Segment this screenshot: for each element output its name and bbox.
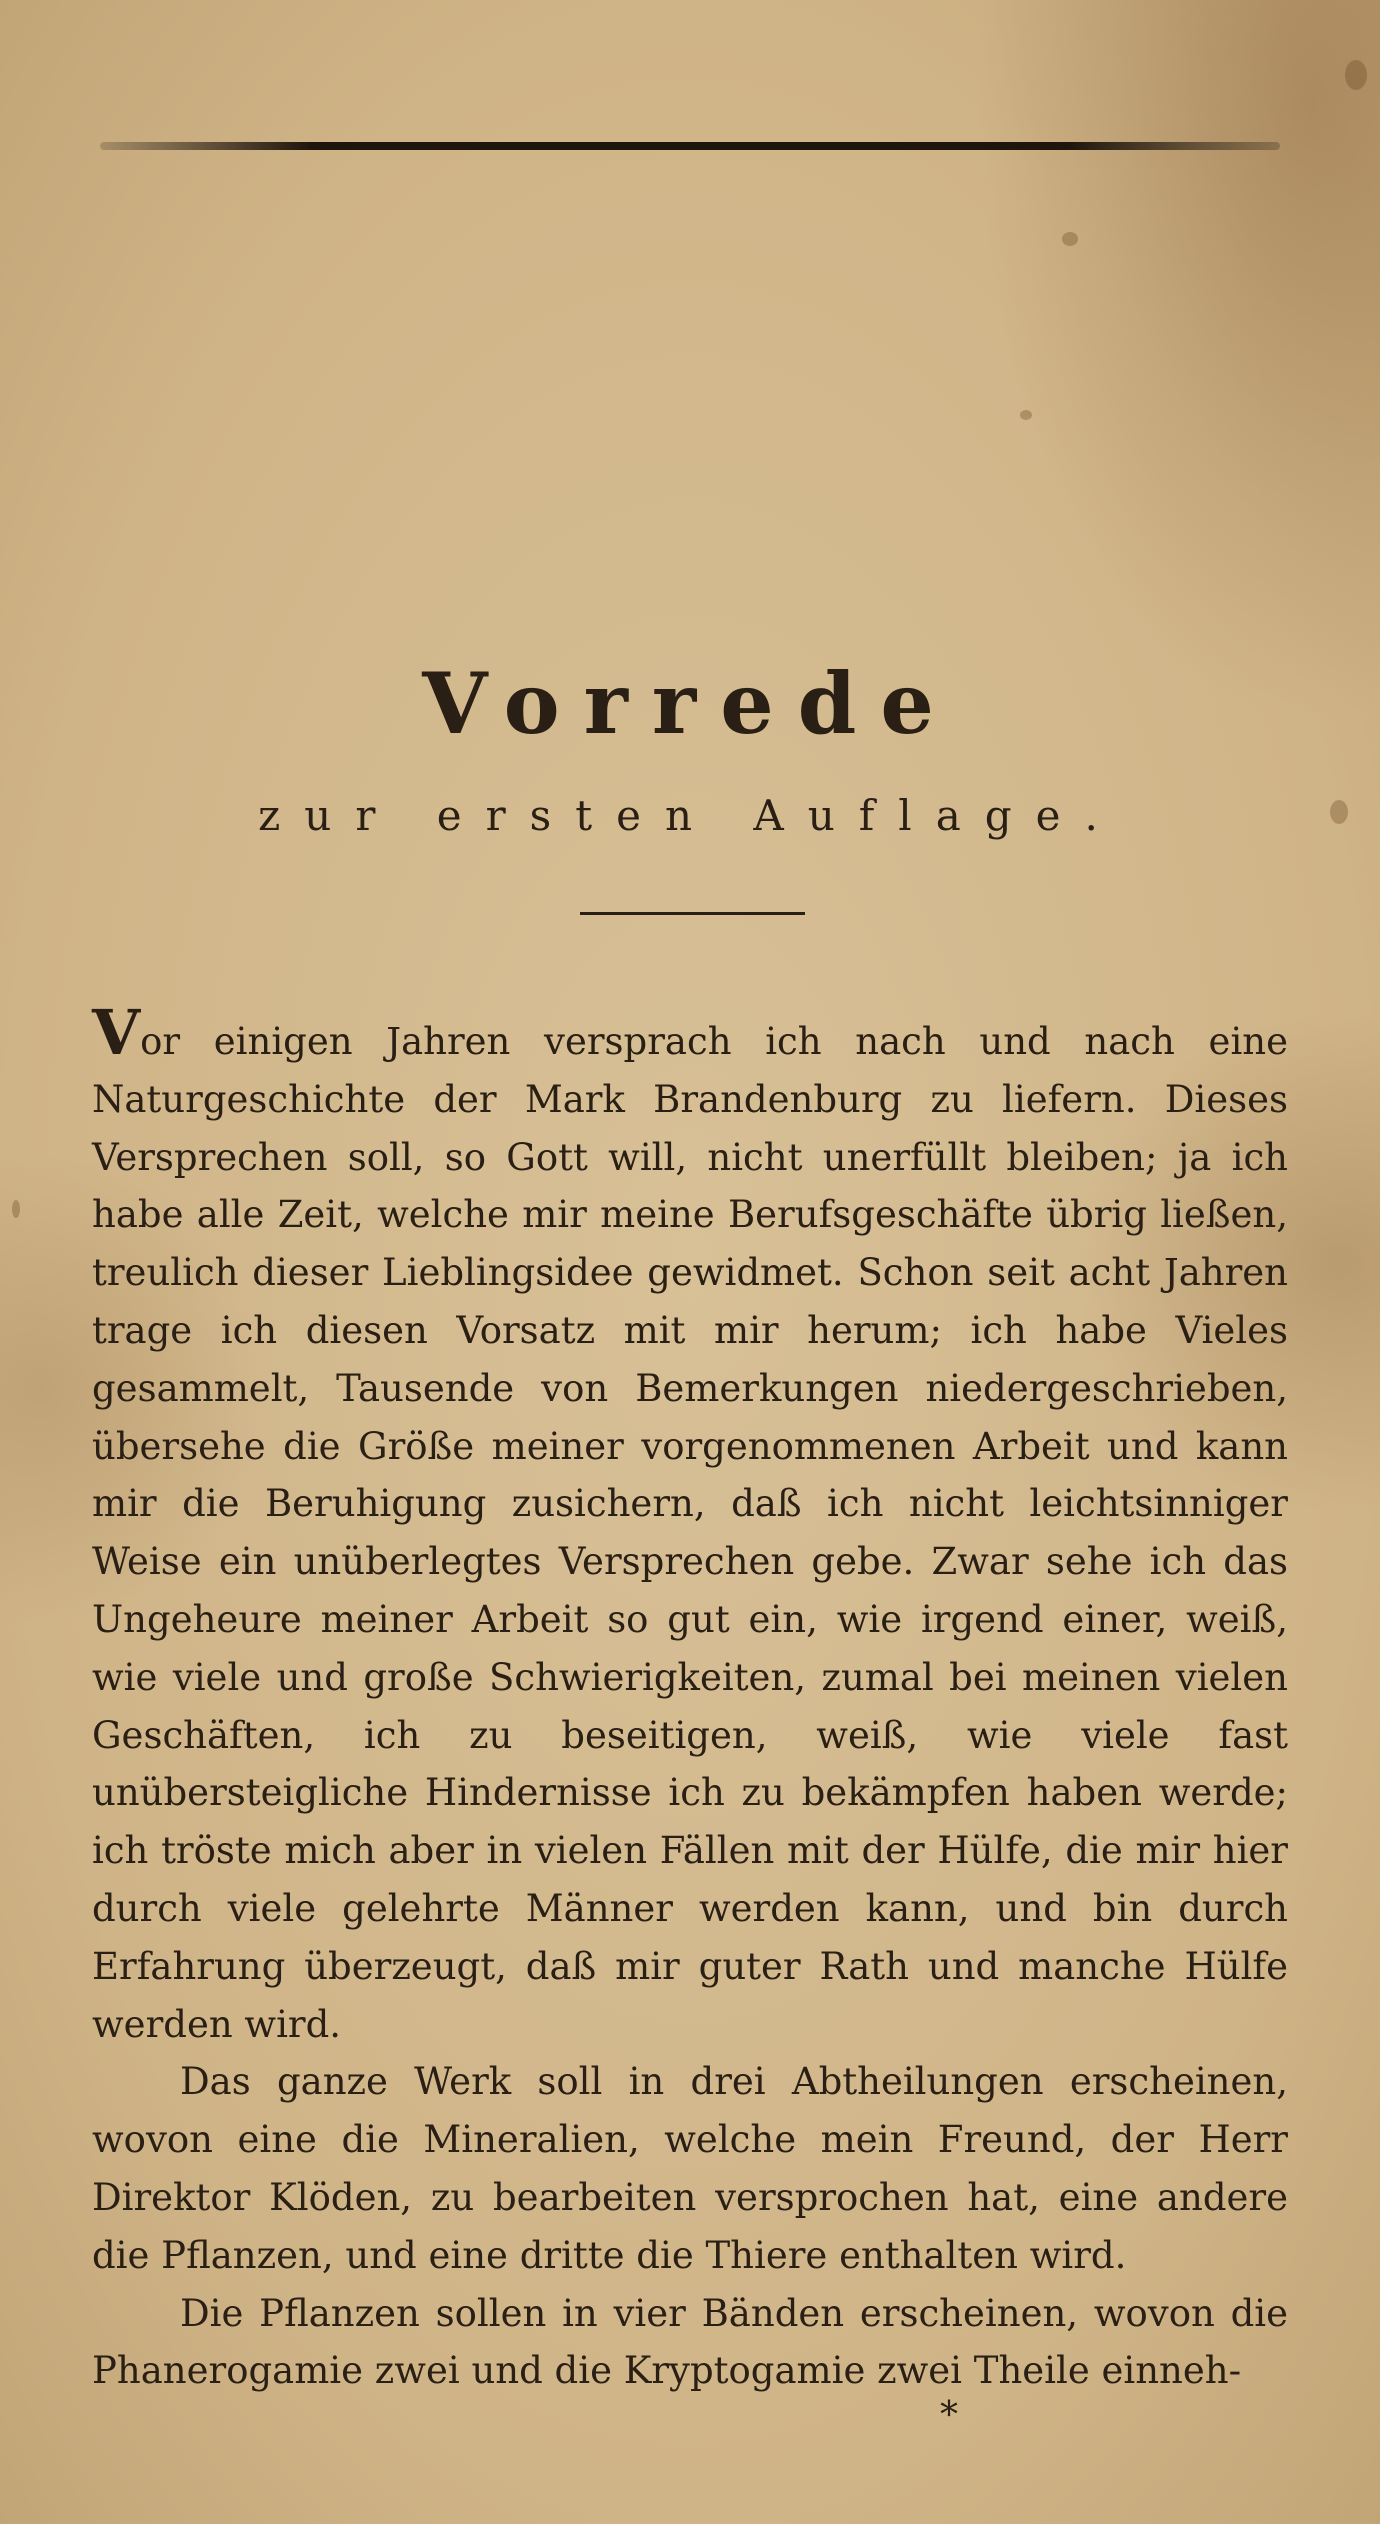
paragraph-text: Die Pflanzen sollen in vier Bänden erscheinen, wovon die Phanerogamie zwei und die Kryptogamie zwei Theile einneh- [92, 2291, 1288, 2393]
page-title: Vorrede [422, 654, 958, 753]
body-text [92, 996, 1288, 2400]
signature-mark: * [940, 2395, 958, 2436]
title-divider [580, 912, 805, 915]
page-subtitle: zur ersten Auflage. [258, 791, 1122, 840]
paper-stain [1345, 60, 1367, 90]
paragraph [92, 996, 1288, 2053]
drop-cap: V [92, 996, 141, 1069]
paragraph-text: Das ganze Werk soll in drei Abtheilungen erscheinen, wovon eine die Mineralien, welche mein Freund, der Herr Direktor Klöden, zu bearbeiten versprochen hat, eine andere die Pflanzen, und eine dritte die Thiere enthalten wird. [92, 2060, 1288, 2277]
paper-stain [1020, 410, 1032, 420]
paper-stain [1062, 232, 1078, 246]
paragraph [92, 2285, 1288, 2401]
paragraph [92, 2053, 1288, 2284]
paragraph-text: or einigen Jahren versprach ich nach und nach eine Naturgeschichte der Mark Brandenburg zu liefern. Dieses Versprechen soll, so Gott will, nicht unerfüllt bleiben; ja ich habe alle Zeit, welche mir meine Berufsgeschäfte übrig ließen, treulich dieser Lieblingsidee gewidmet. Schon seit acht Jahren trage ich diesen Vorsatz mit mir herum; ich habe Vieles gesammelt, Tausende von Bemerkungen niedergeschrieben, übersehe die Größe meiner vorgenommenen Arbeit und kann mir die Beruhigung zusichern, daß ich nicht leichtsinniger Weise ein unüberlegtes Versprechen gebe. Zwar sehe ich das Ungeheure meiner Arbeit so gut ein, wie irgend einer, weiß, wie viele und große Schwierigkeiten, zumal bei meinen vielen Geschäften, ich zu beseitigen, weiß, wie viele fast unübersteigliche Hindernisse ich zu bekämpfen haben werde; ich tröste mich aber in vielen Fällen mit der Hülfe, die mir hier durch viele gelehrte Männer werden kann, und bin durch Erfahrung überzeugt, daß mir guter Rath und manche Hülfe werden wird. [92, 1020, 1288, 2046]
paper-stain [12, 1200, 20, 1218]
header-rule [100, 142, 1280, 150]
